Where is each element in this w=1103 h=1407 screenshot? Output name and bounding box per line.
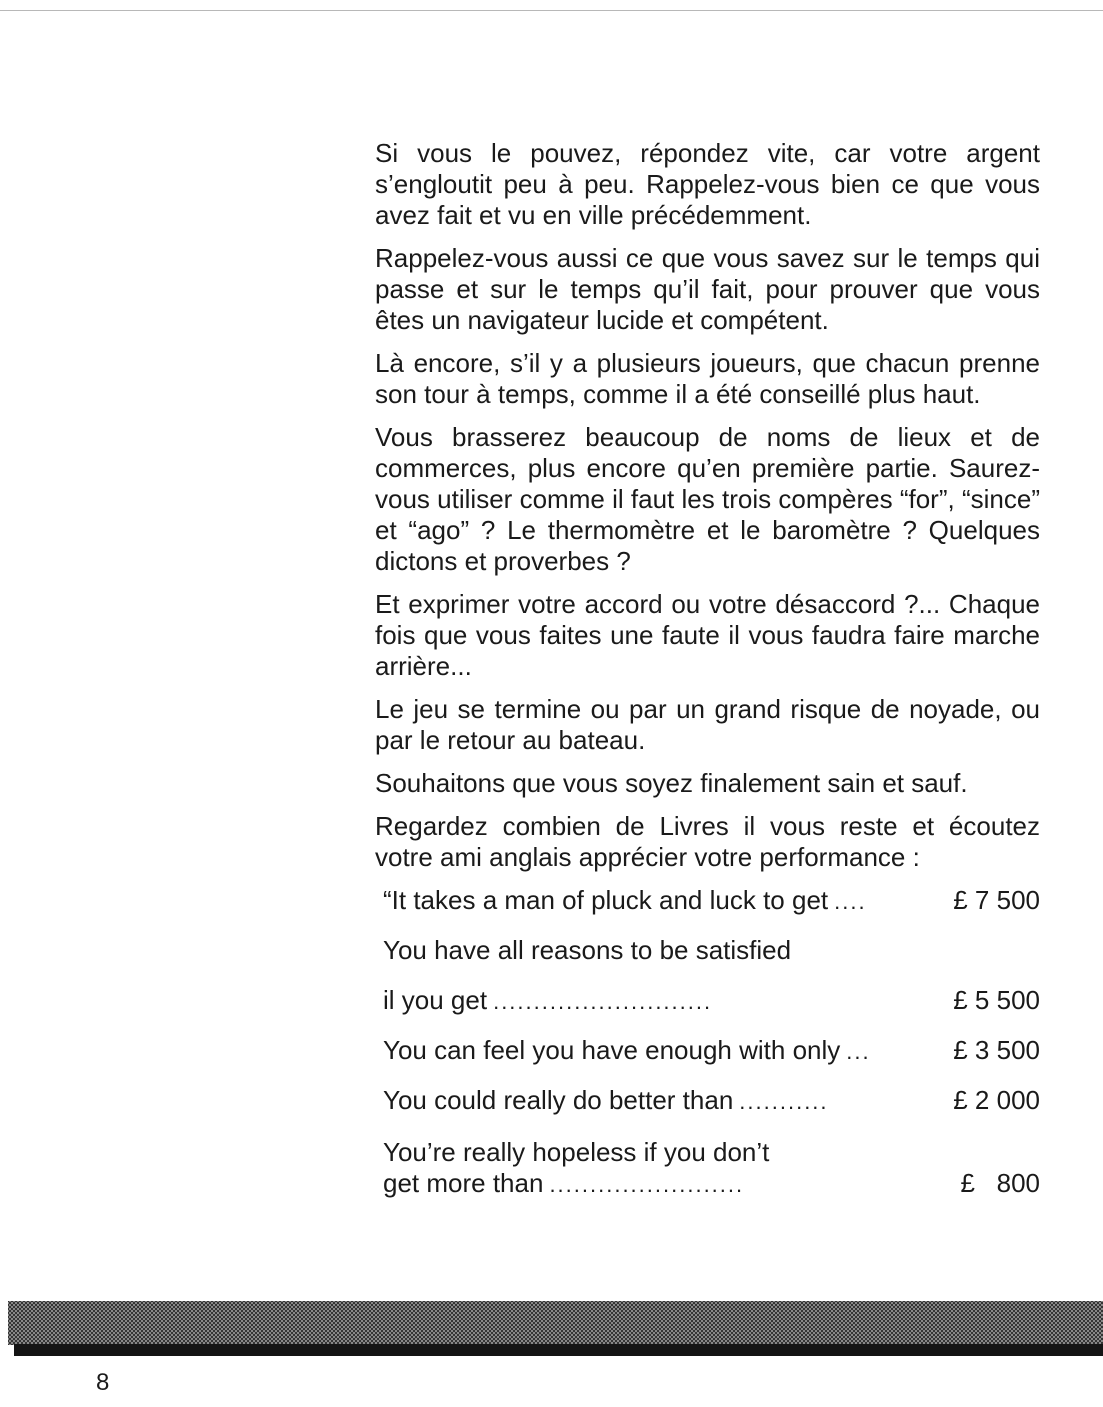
page-content: [375, 138, 1040, 1200]
score-row-2000: [383, 1085, 1040, 1135]
dot-leader: ...........: [739, 1089, 829, 1114]
score-label: get more than: [383, 1168, 544, 1198]
paragraph-5: Et exprimer votre accord ou votre désaccord ?... Chaque fois que vous faites une faute il vous faudra faire marche arrière...: [375, 589, 1040, 681]
score-amount: £ 7 500: [953, 885, 1040, 915]
dot-leader: ....: [834, 889, 867, 914]
score-row-7500: [383, 885, 1040, 935]
score-line2: [383, 1168, 1040, 1200]
score-label: You can feel you have enough with only: [383, 1035, 841, 1065]
top-rule: [0, 10, 1103, 11]
score-amount: £ 5 500: [953, 985, 1040, 1015]
score-row-3500: [383, 1035, 1040, 1085]
paragraph-1: Si vous le pouvez, répondez vite, car votre argent s’engloutit peu à peu. Rappelez-vous bien ce que vous avez fait et vu en ville précédemment.: [375, 138, 1040, 230]
paragraph-7: Souhaitons que vous soyez finalement sain et sauf.: [375, 768, 968, 798]
score-label: “It takes a man of pluck and luck to get: [383, 885, 829, 915]
band-edge: [14, 1344, 1103, 1356]
score-label: il you get: [383, 985, 488, 1015]
page-number: 8: [96, 1369, 110, 1396]
score-header-satisfied: You have all reasons to be satisfied: [383, 935, 792, 965]
score-amount: £ 800: [960, 1168, 1040, 1198]
paragraph-2: Rappelez-vous aussi ce que vous savez sur le temps qui passe et sur le temps qu’il fait, pour prouver que vous êtes un navigateur lucide et compétent.: [375, 243, 1040, 335]
paragraph-4: Vous brasserez beaucoup de noms de lieux et de commerces, plus encore qu’en première partie. Saurez-vous utiliser comme il faut les trois compères “for”, “since” et “ago” ? Le thermomètre et le baromètre ? Quelques dictons et proverbes ?: [375, 422, 1040, 576]
score-label-line1: You’re really hopeless if you don’t: [383, 1137, 770, 1167]
dot-leader: ...: [846, 1039, 871, 1064]
paragraph-8: Regardez combien de Livres il vous reste et écoutez votre ami anglais apprécier votre performance :: [375, 811, 1040, 872]
score-amount: £ 2 000: [953, 1085, 1040, 1115]
dot-leader: ........................: [549, 1172, 745, 1197]
dot-leader: ...........................: [493, 989, 713, 1014]
score-amount: £ 3 500: [953, 1035, 1040, 1065]
score-label: You could really do better than: [383, 1085, 734, 1115]
paragraph-3: Là encore, s’il y a plusieurs joueurs, que chacun prenne son tour à temps, comme il a été conseillé plus haut.: [375, 348, 1040, 409]
halftone-band: [8, 1301, 1103, 1345]
paragraph-6: Le jeu se termine ou par un grand risque de noyade, ou par le retour au bateau.: [375, 694, 1040, 755]
score-row-800: [383, 1137, 1040, 1200]
score-row-5500: [383, 985, 1040, 1035]
